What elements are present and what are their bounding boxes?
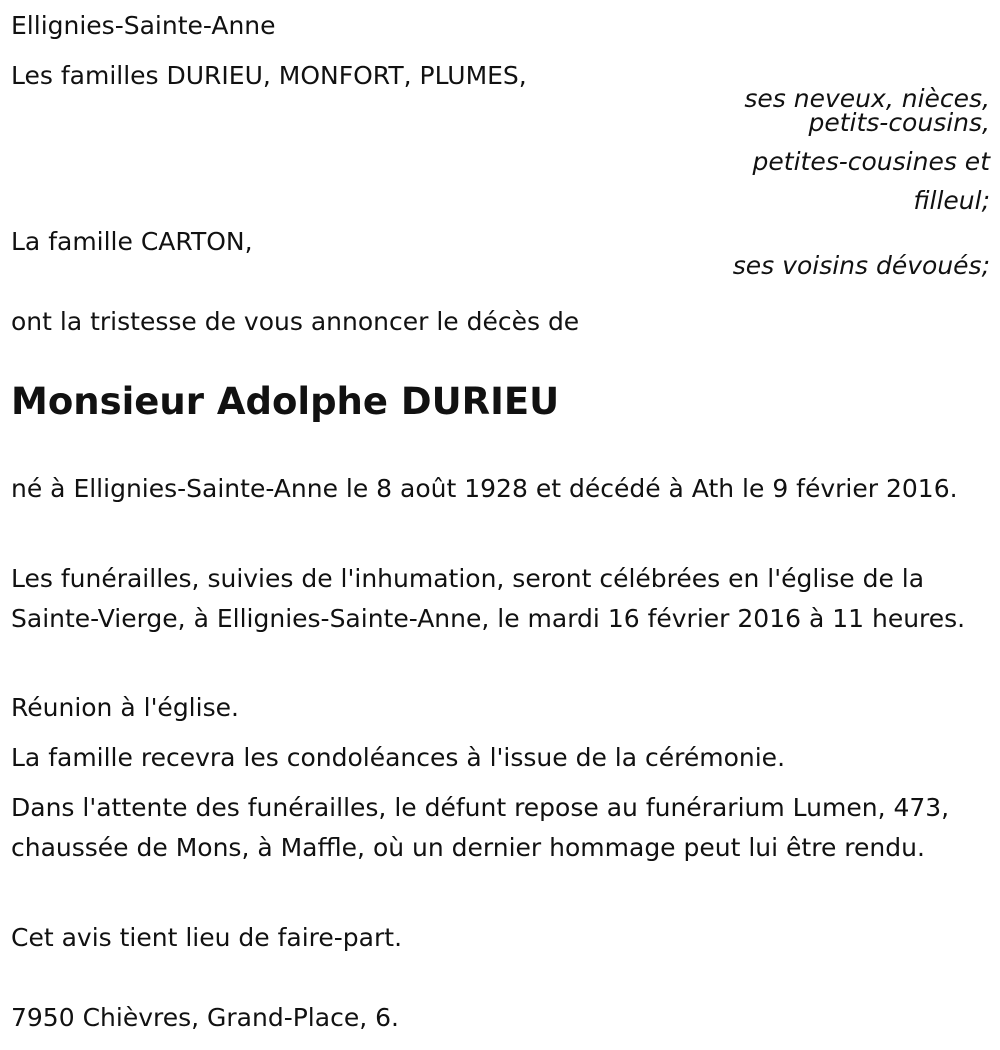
deceased-name: Monsieur Adolphe DURIEU (11, 380, 560, 423)
birth-death-paragraph: né à Ellignies-Sainte-Anne le 8 août 1928 et décédé à Ath le 9 février 2016. (11, 474, 958, 503)
families-line-1: Les familles DURIEU, MONFORT, PLUMES, (11, 61, 527, 90)
families-line-2: La famille CARTON, (11, 227, 253, 256)
funeral-paragraph: Les funérailles, suivies de l'inhumation, seront célébrées en l'église de la Sainte-Vierge, à Ellignies-Sainte-Anne, le mardi 16 février 2016 à 11 heures. (11, 564, 966, 633)
address-line: 7950 Chièvres, Grand-Place, 6. (11, 1003, 399, 1032)
relation-neighbours: ses voisins dévoués; (732, 251, 990, 280)
condolences-paragraph: La famille recevra les condoléances à l'issue de la cérémonie. (11, 743, 786, 772)
relation-nephews-line-2: petits-cousins, (808, 108, 990, 137)
relation-nephews-line-4: filleul; (913, 186, 990, 215)
faire-part-paragraph: Cet avis tient lieu de faire-part. (11, 923, 403, 952)
relation-nephews-line-1: ses neveux, nièces, (744, 84, 990, 113)
repose-paragraph: Dans l'attente des funérailles, le défunt repose au funérarium Lumen, 473, chaussée de Mons, à Maffle, où un dernier hommage peut lui être rendu. (11, 793, 950, 862)
place-header: Ellignies-Sainte-Anne (11, 11, 276, 40)
relation-nephews-line-3: petites-cousines et (752, 147, 990, 176)
meeting-paragraph: Réunion à l'église. (11, 693, 239, 722)
announcement-line: ont la tristesse de vous annoncer le décès de (11, 307, 580, 336)
